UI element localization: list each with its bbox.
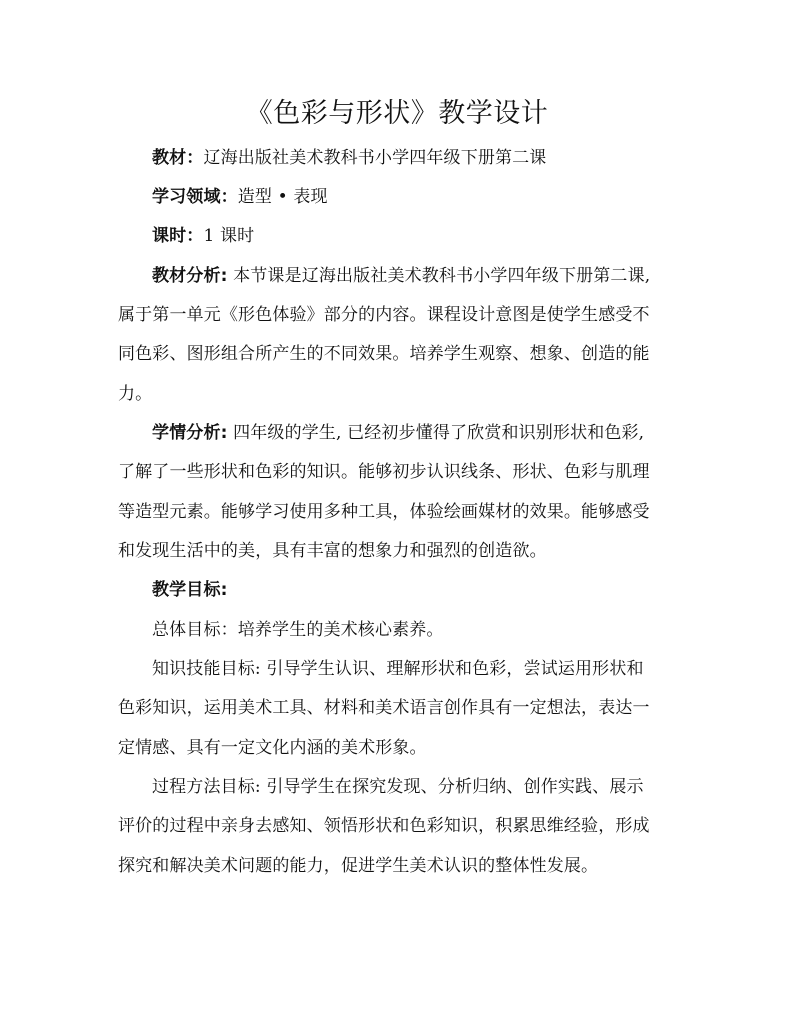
class-hours-label: 课时： bbox=[152, 226, 204, 246]
process-goal-line-1: 过程方法目标: 引导学生在探究发现、分析归纳、创作实践、展示 bbox=[152, 777, 644, 797]
textbook-label: 教材： bbox=[152, 148, 204, 168]
class-hours-line bbox=[152, 224, 722, 248]
learning-area-label: 学习领域： bbox=[152, 187, 238, 207]
knowledge-goal-line-3: 定情感、具有一定文化内涵的美术形象。 bbox=[118, 738, 427, 758]
textbook-value: 辽海出版社美术教科书小学四年级下册第二课 bbox=[203, 148, 547, 168]
student-analysis-label: 学情分析: bbox=[152, 423, 228, 443]
process-goal-line-3: 探究和解决美术问题的能力，促进学生美术认识的整体性发展。 bbox=[118, 856, 599, 876]
textbook-analysis-line-4: 力。 bbox=[118, 384, 153, 404]
student-analysis-line-4: 和发现生活中的美，具有丰富的想象力和强烈的创造欲。 bbox=[118, 541, 547, 561]
textbook-analysis-label: 教材分析: bbox=[152, 266, 228, 286]
textbook-analysis-text: 本节课是辽海出版社美术教科书小学四年级下册第二课, bbox=[227, 266, 651, 286]
knowledge-goal-line-1: 知识技能目标: 引导学生认识、理解形状和色彩，尝试运用形状和 bbox=[152, 659, 644, 679]
overall-goal-line: 总体目标：培养学生的美术核心素养。 bbox=[152, 620, 444, 640]
process-goal-line-2: 评价的过程中亲身去感知、领悟形状和色彩知识，积累思维经验，形成 bbox=[118, 816, 650, 836]
learning-area-value: 造型 • 表现 bbox=[237, 187, 328, 207]
class-hours-value: 1 课时 bbox=[203, 226, 255, 246]
knowledge-goal-line-2: 色彩知识，运用美术工具、材料和美术语言创作具有一定想法，表达一 bbox=[118, 698, 650, 718]
student-analysis-line-2: 了解了一些形状和色彩的知识。能够初步认识线条、形状、色彩与肌理 bbox=[118, 462, 650, 482]
page-title: 《色彩与形状》教学设计 bbox=[245, 98, 549, 129]
textbook-analysis-line-1 bbox=[152, 264, 722, 288]
learning-area-line bbox=[152, 185, 722, 209]
teaching-goals-label: 教学目标: bbox=[152, 580, 228, 600]
student-analysis-text: 四年级的学生, 已经初步懂得了欣赏和识别形状和色彩, bbox=[227, 423, 645, 443]
student-analysis-line-1 bbox=[152, 421, 722, 445]
textbook-analysis-line-2: 属于第一单元《形色体验》部分的内容。课程设计意图是使学生感受不 bbox=[118, 305, 650, 325]
teaching-goals-line bbox=[152, 578, 722, 602]
textbook-line bbox=[152, 146, 722, 170]
textbook-analysis-line-3: 同色彩、图形组合所产生的不同效果。培养学生观察、想象、创造的能 bbox=[118, 344, 650, 364]
student-analysis-line-3: 等造型元素。能够学习使用多种工具，体验绘画媒材的效果。能够感受 bbox=[118, 502, 650, 522]
